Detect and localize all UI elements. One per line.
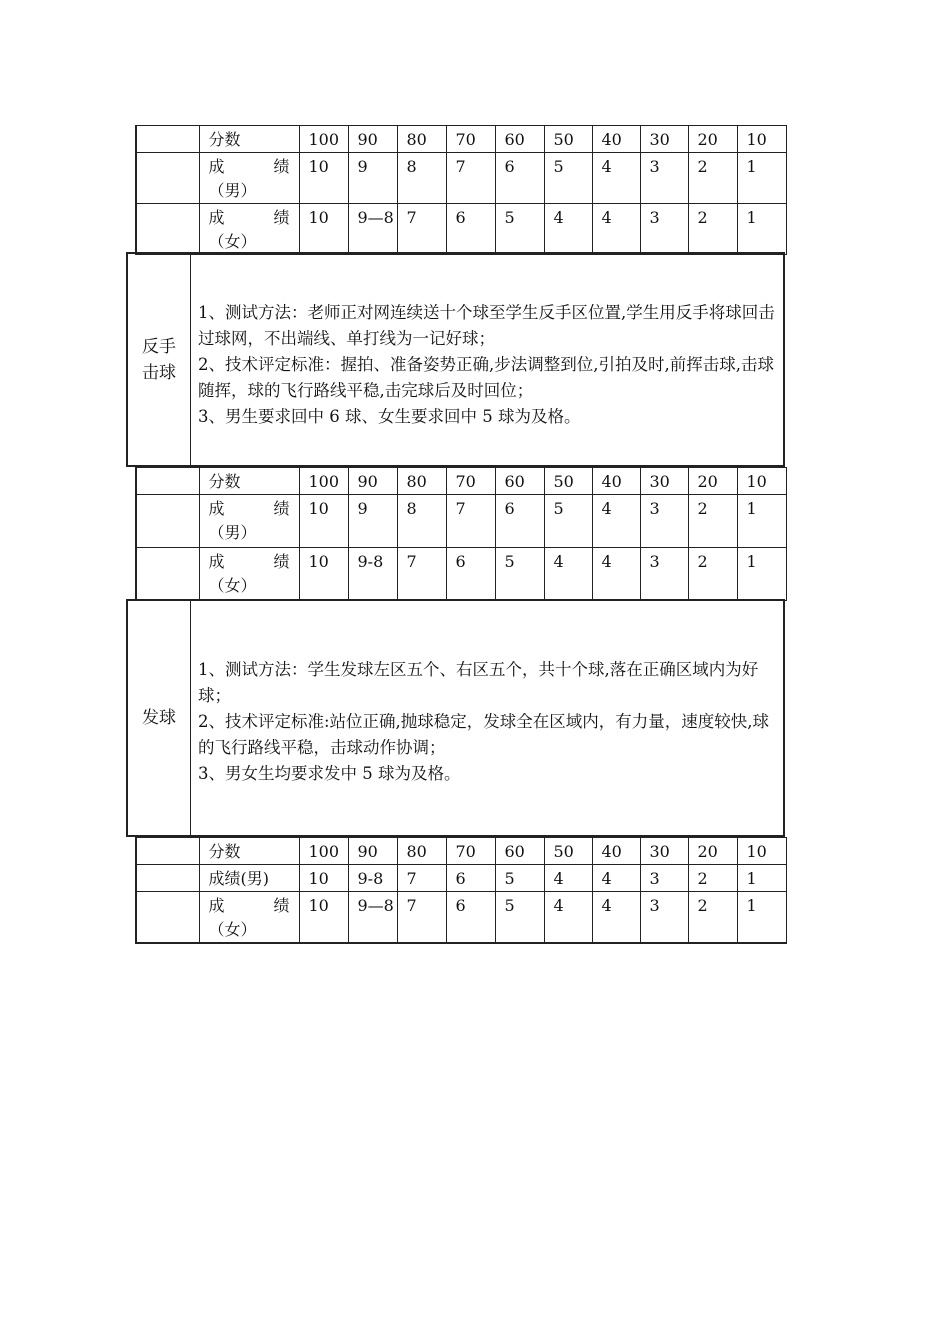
backhand-title: 反手 击球 — [128, 254, 191, 465]
grade-cell: 2 — [688, 548, 737, 601]
female-grade-label: 成 绩 （女） — [199, 892, 299, 944]
score-cell: 100 — [299, 838, 348, 865]
grade-cell: 2 — [688, 153, 737, 204]
grade-cell: 1 — [737, 865, 786, 892]
score-cell: 40 — [592, 468, 640, 495]
backhand-section — [126, 252, 785, 467]
grade-cell: 1 — [737, 495, 786, 548]
grade-cell: 4 — [592, 892, 640, 944]
grade-cell: 4 — [592, 548, 640, 601]
grade-cell: 4 — [592, 495, 640, 548]
table-row-male — [136, 865, 786, 892]
score-cell: 60 — [495, 126, 544, 153]
grade-cell: 5 — [495, 892, 544, 944]
grade-cell: 5 — [495, 204, 544, 255]
description-line: 2、技术评定标准:站位正确,抛球稳定，发球全在区域内，有力量，速度较快,球的飞行路线平稳，击球动作协调； — [198, 712, 770, 757]
backhand-description — [198, 300, 775, 430]
grade-cell: 3 — [640, 204, 688, 255]
grade-cell: 2 — [688, 495, 737, 548]
score-cell: 40 — [592, 838, 640, 865]
grade-cell: 9-8 — [348, 548, 397, 601]
grade-cell: 10 — [299, 495, 348, 548]
score-cell: 20 — [688, 468, 737, 495]
table-row-female — [136, 204, 786, 255]
grade-cell: 10 — [299, 892, 348, 944]
grade-cell: 6 — [495, 495, 544, 548]
score-cell: 20 — [688, 838, 737, 865]
table-row-header — [136, 126, 786, 153]
serve-section — [126, 599, 785, 837]
male-grade-label: 成 绩 （男） — [199, 153, 299, 204]
score-header-label: 分数 — [199, 126, 299, 153]
grade-cell: 9 — [348, 153, 397, 204]
grade-cell: 3 — [640, 495, 688, 548]
grade-cell: 10 — [299, 153, 348, 204]
female-grade-label: 成 绩 （女） — [199, 548, 299, 601]
grade-cell: 10 — [299, 548, 348, 601]
score-cell: 80 — [397, 468, 446, 495]
grade-cell: 1 — [737, 548, 786, 601]
grade-cell: 6 — [446, 548, 495, 601]
grade-cell: 3 — [640, 153, 688, 204]
grade-cell: 4 — [592, 153, 640, 204]
description-line: 1、测试方法：学生发球左区五个、右区五个，共十个球,落在正确区域内为好球； — [198, 660, 759, 705]
grade-cell: 6 — [446, 865, 495, 892]
table-row-header — [136, 468, 786, 495]
grade-cell: 5 — [495, 865, 544, 892]
score-cell: 10 — [737, 126, 786, 153]
score-cell: 30 — [640, 838, 688, 865]
description-line: 3、男女生均要求发中 5 球为及格。 — [198, 764, 461, 783]
grade-cell: 6 — [446, 204, 495, 255]
grade-cell: 5 — [544, 495, 592, 548]
table-row-male — [136, 153, 786, 204]
score-cell: 50 — [544, 468, 592, 495]
score-cell: 80 — [397, 838, 446, 865]
grade-cell: 2 — [688, 892, 737, 944]
table-row-female — [136, 548, 786, 601]
grade-cell: 8 — [397, 495, 446, 548]
score-table-3 — [135, 837, 787, 944]
score-cell: 70 — [446, 126, 495, 153]
grade-cell: 7 — [446, 153, 495, 204]
serve-title: 发球 — [128, 601, 191, 835]
score-cell: 100 — [299, 126, 348, 153]
score-header-label: 分数 — [199, 838, 299, 865]
grade-cell: 2 — [688, 204, 737, 255]
score-table-2 — [135, 467, 787, 601]
grade-cell: 6 — [495, 153, 544, 204]
score-table-1 — [135, 125, 787, 255]
grade-cell: 3 — [640, 892, 688, 944]
score-cell: 70 — [446, 468, 495, 495]
grade-cell: 4 — [544, 204, 592, 255]
score-cell: 90 — [348, 126, 397, 153]
score-cell: 90 — [348, 838, 397, 865]
score-cell: 50 — [544, 126, 592, 153]
score-cell: 40 — [592, 126, 640, 153]
description-line: 2、技术评定标准：握拍、准备姿势正确,步法调整到位,引拍及时,前挥击球,击球随挥，球的飞行路线平稳,击完球后及时回位； — [198, 355, 774, 400]
score-cell: 10 — [737, 468, 786, 495]
grade-cell: 1 — [737, 892, 786, 944]
grade-cell: 7 — [446, 495, 495, 548]
grade-cell: 7 — [397, 892, 446, 944]
grade-cell: 4 — [544, 548, 592, 601]
grade-cell: 1 — [737, 204, 786, 255]
grade-cell: 3 — [640, 865, 688, 892]
table-row-female — [136, 892, 786, 944]
grade-cell: 1 — [737, 153, 786, 204]
score-cell: 80 — [397, 126, 446, 153]
grade-cell: 7 — [397, 548, 446, 601]
grade-cell: 4 — [592, 865, 640, 892]
grade-cell: 10 — [299, 204, 348, 255]
score-cell: 60 — [495, 468, 544, 495]
score-cell: 60 — [495, 838, 544, 865]
score-cell: 30 — [640, 126, 688, 153]
score-header-label: 分数 — [199, 468, 299, 495]
score-cell: 90 — [348, 468, 397, 495]
score-cell: 100 — [299, 468, 348, 495]
table-row-male — [136, 495, 786, 548]
score-cell: 10 — [737, 838, 786, 865]
female-grade-label: 成 绩 （女） — [199, 204, 299, 255]
grade-cell: 9—8 — [348, 204, 397, 255]
grade-cell: 9-8 — [348, 865, 397, 892]
grade-cell: 10 — [299, 865, 348, 892]
male-grade-label: 成 绩 （男） — [199, 495, 299, 548]
grade-cell: 7 — [397, 204, 446, 255]
score-cell: 20 — [688, 126, 737, 153]
grade-cell: 8 — [397, 153, 446, 204]
grade-cell: 4 — [544, 865, 592, 892]
grade-cell: 7 — [397, 865, 446, 892]
table-row-header — [136, 838, 786, 865]
grade-cell: 4 — [544, 892, 592, 944]
grade-cell: 6 — [446, 892, 495, 944]
score-cell: 30 — [640, 468, 688, 495]
grade-cell: 9—8 — [348, 892, 397, 944]
grade-cell: 5 — [544, 153, 592, 204]
male-grade-label: 成绩(男) — [199, 865, 299, 892]
grade-cell: 2 — [688, 865, 737, 892]
grade-cell: 5 — [495, 548, 544, 601]
score-cell: 50 — [544, 838, 592, 865]
grade-cell: 9 — [348, 495, 397, 548]
score-cell: 70 — [446, 838, 495, 865]
grade-cell: 4 — [592, 204, 640, 255]
serve-description — [198, 657, 775, 787]
description-line: 3、男生要求回中 6 球、女生要求回中 5 球为及格。 — [198, 407, 581, 426]
description-line: 1、测试方法：老师正对网连续送十个球至学生反手区位置,学生用反手将球回击过球网，不出端线、单打线为一记好球； — [198, 303, 775, 348]
grade-cell: 3 — [640, 548, 688, 601]
